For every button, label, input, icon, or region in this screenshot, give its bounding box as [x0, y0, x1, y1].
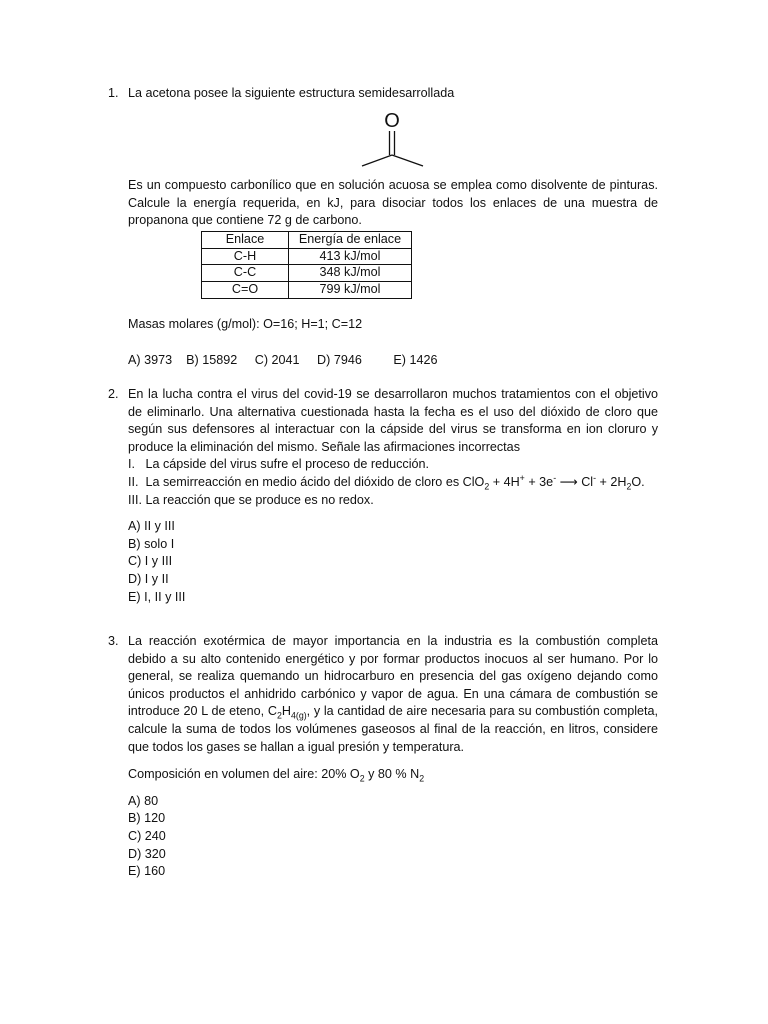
statement-2-text: II. La semirreacción en medio ácido del dióxido de cloro es ClO: [128, 474, 485, 489]
subscript: 2: [626, 481, 632, 492]
superscript: -: [553, 472, 557, 483]
superscript: -: [593, 472, 597, 483]
question-2: [108, 386, 660, 606]
question-3: [108, 633, 660, 881]
question-number: 2.: [108, 387, 119, 401]
question-number: 3.: [108, 634, 119, 648]
methyl-bond-left: [362, 155, 392, 166]
option-a: A) II y III: [128, 519, 175, 534]
oxygen-atom-label: O: [384, 110, 400, 132]
table-row: [202, 282, 412, 299]
subscript: 2: [484, 481, 490, 492]
option-e: E) 160: [128, 864, 166, 879]
table-header: Energía de enlace: [289, 231, 412, 248]
bond-energy-table: [201, 231, 412, 299]
statement-2-text: + 2H: [596, 474, 627, 489]
subscript: 2: [276, 710, 282, 721]
option-c: C) I y III: [128, 554, 173, 569]
air-composition-note: [128, 766, 658, 784]
paragraph-text: H: [281, 704, 291, 719]
question-1: [108, 85, 660, 103]
option-c: C) 2041: [254, 352, 300, 367]
option-d: D) I y II: [128, 571, 169, 586]
question-title: La acetona posee la siguiente estructura semidesarrollada: [128, 86, 455, 100]
note-text: Composición en volumen del aire: 20% O: [128, 767, 360, 782]
molar-masses-note: Masas molares (g/mol): O=16; H=1; C=12: [128, 316, 363, 331]
table-cell: 799 kJ/mol: [289, 282, 412, 299]
question-paragraph: [128, 633, 658, 756]
answer-options: [128, 518, 658, 606]
option-d: D) 7946: [317, 352, 362, 367]
table-cell: C-H: [202, 248, 289, 265]
statement-2-text: + 4H: [489, 474, 520, 489]
option-b: B) solo I: [128, 536, 175, 551]
option-e: E) I, II y III: [128, 589, 186, 604]
statement-2-text: ⟶ Cl: [556, 474, 594, 489]
subscript: 2: [419, 773, 425, 784]
table-cell: C=O: [202, 282, 289, 299]
statement-1: I. La cápside del virus sufre el proceso de reducción.: [128, 457, 430, 472]
methyl-bond-right: [392, 155, 423, 166]
statement-2: [128, 474, 658, 492]
statement-2-text: + 3e: [524, 474, 554, 489]
question-paragraph: En la lucha contra el virus del covid-19 se desarrollaron muchos tratamientos con el objetivo de eliminarlo. Una alternativa cuestionada hasta la fecha es el uso del dióxido de cloro que según sus defensores al interactuar con la cápside del virus se transforma en ion cloruro y produce la eliminación del mismo. Señale las afirmaciones incorrectas: [128, 387, 658, 454]
table-cell: 348 kJ/mol: [289, 265, 412, 282]
option-a: A) 3973: [128, 352, 173, 367]
paragraph-text: La reacción exotérmica de mayor importancia en la industria es la combustión completa debido a su alto contenido energético y por formar productos inocuos al ser humano. Por lo general, se realiza quemando un hidrocarburo en presencia del gas oxígeno dejando como únicos productos el anhidrido carbónico y vapor de agua. En una cámara de combustión se introduce 20 L de eteno, C: [128, 634, 658, 719]
subscript: 4(g): [291, 710, 307, 721]
table-row: [202, 248, 412, 265]
note-text: y 80 % N: [364, 767, 420, 782]
table-cell: 413 kJ/mol: [289, 248, 412, 265]
acetone-structure-diagram: [348, 103, 438, 175]
superscript: +: [519, 472, 525, 483]
answer-options: [128, 793, 658, 881]
statement-3: III. La reacción que se produce es no redox.: [128, 492, 374, 507]
subscript: 2: [359, 773, 365, 784]
table-header: Enlace: [202, 231, 289, 248]
statement-2-text: O.: [631, 474, 645, 489]
option-e: E) 1426: [393, 352, 438, 367]
option-c: C) 240: [128, 828, 166, 843]
table-cell: C-C: [202, 265, 289, 282]
question-1-body: [108, 177, 660, 369]
table-header-row: [202, 231, 412, 248]
option-a: A) 80: [128, 793, 159, 808]
answer-options: [128, 352, 658, 370]
option-b: B) 15892: [186, 352, 238, 367]
option-b: B) 120: [128, 811, 166, 826]
question-paragraph: Es un compuesto carbonílico que en solución acuosa se emplea como disolvente de pinturas. Calcule la energía requerida, en kJ, para disociar todos los enlaces de una muestra de propanona que contiene 72 g de carbono.: [128, 178, 658, 228]
paragraph-text: , y la cantidad de aire necesaria para su combustión completa, calcule la suma de todos los volúmenes gaseosos al final de la reacción, en litros, considere que todos los gases se hallan a igual presión y temperatura.: [128, 704, 659, 754]
table-row: [202, 265, 412, 282]
option-d: D) 320: [128, 846, 166, 861]
question-number: 1.: [108, 86, 119, 100]
